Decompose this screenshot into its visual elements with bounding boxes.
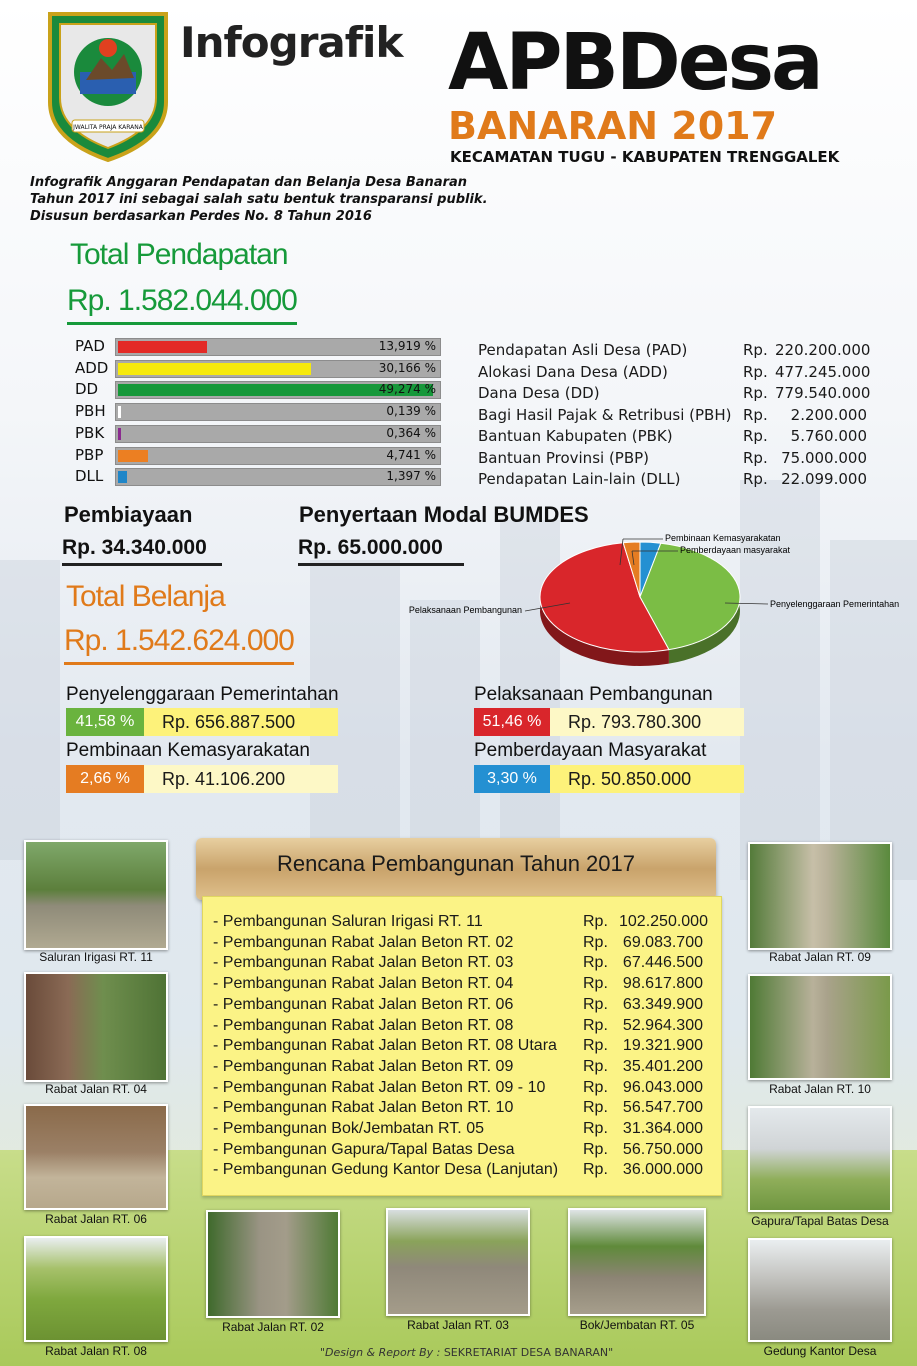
rencana-item-value: 31.364.000 xyxy=(622,1120,703,1138)
rencana-item-value: 56.547.700 xyxy=(622,1099,703,1117)
rencana-item-value: 52.964.300 xyxy=(622,1016,703,1034)
rencana-item xyxy=(213,912,708,933)
photo-caption: Gedung Kantor Desa xyxy=(763,1344,877,1358)
credit-org: SEKRETARIAT DESA BANARAN" xyxy=(443,1346,614,1359)
rencana-item-name: - Pembangunan Rabat Jalan Beton RT. 09 xyxy=(213,1057,514,1075)
bar-label: PBK xyxy=(75,423,105,442)
rencana-item-rp: Rp. xyxy=(583,913,608,930)
income-detail-value: 2.200.000 xyxy=(790,405,867,424)
photo-rabat-rt08 xyxy=(24,1236,168,1342)
bar-label: DD xyxy=(75,380,99,399)
income-detail-rp: Rp. xyxy=(743,448,768,467)
bar-track xyxy=(115,468,441,486)
income-detail-name: Bagi Hasil Pajak & Retribusi (PBH) xyxy=(478,405,732,424)
bar-pct-label: 0,139 % xyxy=(386,404,436,419)
rencana-item-name: - Pembangunan Rabat Jalan Beton RT. 02 xyxy=(213,933,514,951)
pendapatan-amount: Rp. 1.582.044.000 xyxy=(67,284,297,325)
credit-prefix: "Design & Report By : xyxy=(320,1346,441,1359)
infografik-label: Infografik xyxy=(180,18,403,67)
rencana-item-name: - Pembangunan Rabat Jalan Beton RT. 08 Utara xyxy=(213,1037,557,1055)
bar-fill xyxy=(118,428,121,440)
bar-fill xyxy=(118,471,127,483)
rencana-item-value: 19.321.900 xyxy=(622,1037,703,1055)
cat-pembangunan-amount: Rp. 793.780.300 xyxy=(550,708,744,736)
bar-row-add xyxy=(75,360,440,376)
bar-pct-label: 4,741 % xyxy=(386,447,436,462)
rencana-item-rp: Rp. xyxy=(583,1161,608,1179)
bg-building xyxy=(0,560,60,860)
rencana-item-value: 69.083.700 xyxy=(622,933,703,951)
cat-pembangunan-title: Pelaksanaan Pembangunan xyxy=(474,684,713,705)
belanja-pie-chart xyxy=(380,525,917,675)
income-detail-rp: Rp. xyxy=(743,341,768,359)
rencana-item-name: - Pembangunan Bok/Jembatan RT. 05 xyxy=(213,1120,484,1138)
photo-rabat-rt09 xyxy=(748,842,892,950)
bar-pct-label: 30,166 % xyxy=(378,360,436,375)
income-detail-row xyxy=(478,426,867,448)
bar-pct-label: 13,919 % xyxy=(378,339,436,353)
rencana-item xyxy=(213,974,703,995)
photo-caption: Bok/Jembatan RT. 05 xyxy=(579,1318,695,1332)
belanja-amount: Rp. 1.542.624.000 xyxy=(64,624,294,665)
bar-label: DLL xyxy=(75,467,104,486)
bar-row-dd xyxy=(75,381,440,397)
rencana-item-rp: Rp. xyxy=(583,1078,608,1096)
intro-line: Tahun 2017 ini sebagai salah satu bentuk transparansi publik. xyxy=(30,192,488,207)
rencana-item-rp: Rp. xyxy=(583,1120,608,1138)
rencana-item-rp: Rp. xyxy=(583,1037,608,1055)
cat-pemberdayaan-amount: Rp. 50.850.000 xyxy=(550,765,744,793)
intro-text xyxy=(30,174,530,225)
pie-label-pemerintahan: Penyelenggaraan Pemerintahan xyxy=(770,599,900,609)
cat-pembangunan-pct: 51,46 % xyxy=(474,708,550,736)
pembiayaan-amount: Rp. 34.340.000 xyxy=(62,536,222,566)
rencana-item-name: - Pembangunan Rabat Jalan Beton RT. 06 xyxy=(213,995,514,1013)
pendapatan-title: Total Pendapatan xyxy=(70,238,288,271)
rencana-item xyxy=(213,1078,703,1099)
kabupaten-logo xyxy=(46,10,170,162)
pendapatan-details xyxy=(478,340,871,491)
bar-track xyxy=(115,360,441,378)
pie-group xyxy=(540,542,740,666)
rencana-item xyxy=(213,933,703,954)
cat-pemberdayaan-pct: 3,30 % xyxy=(474,765,550,793)
bumdes-amount: Rp. 65.000.000 xyxy=(298,536,464,566)
bumdes-title: Penyertaan Modal BUMDES xyxy=(299,502,589,527)
logo-motto: JWALITA PRAJA KARANA xyxy=(73,124,143,131)
pie-label-kemasyarakatan: Pembinaan Kemasyarakatan xyxy=(665,533,781,543)
income-detail-name: Bantuan Kabupaten (PBK) xyxy=(478,427,673,445)
photo-rabat-rt04 xyxy=(24,972,168,1082)
photo-gapura xyxy=(748,1106,892,1212)
location-subtitle: KECAMATAN TUGU - KABUPATEN TRENGGALEK xyxy=(450,148,840,166)
bar-track xyxy=(115,381,441,399)
bar-row-pbp xyxy=(75,447,440,463)
rencana-item-name: - Pembangunan Rabat Jalan Beton RT. 10 xyxy=(213,1099,514,1117)
rencana-list xyxy=(213,912,708,1181)
bar-pct-label: 0,364 % xyxy=(386,425,436,440)
rencana-item-value: 96.043.000 xyxy=(622,1078,703,1096)
bar-row-pad xyxy=(75,338,440,354)
bar-fill xyxy=(118,341,207,353)
photo-bok-jembatan xyxy=(568,1208,706,1316)
income-detail-rp: Rp. xyxy=(743,427,768,445)
rencana-item-value: 63.349.900 xyxy=(622,995,703,1013)
photo-saluran-irigasi xyxy=(24,840,168,950)
rencana-item-rp: Rp. xyxy=(583,1099,608,1117)
rencana-item-name: - Pembangunan Rabat Jalan Beton RT. 09 - 10 xyxy=(213,1078,546,1096)
photo-caption: Rabat Jalan RT. 02 xyxy=(222,1320,324,1334)
bar-track xyxy=(115,338,441,356)
income-detail-value: 22.099.000 xyxy=(781,470,867,488)
cat-kemasyarakatan-title: Pembinaan Kemasyarakatan xyxy=(66,740,310,761)
income-detail-value: 75.000.000 xyxy=(781,448,867,467)
cat-kemasyarakatan-amount: Rp. 41.106.200 xyxy=(144,765,338,793)
photo-rabat-rt03 xyxy=(386,1208,530,1316)
income-detail-value: 477.245.000 xyxy=(775,362,871,381)
rencana-item xyxy=(213,1098,703,1119)
rencana-item xyxy=(213,1119,703,1140)
rencana-item-value: 98.617.800 xyxy=(622,975,703,993)
rencana-item-name: - Pembangunan Gapura/Tapal Batas Desa xyxy=(213,1140,515,1158)
cat-kemasyarakatan-pct: 2,66 % xyxy=(66,765,144,793)
income-detail-value: 5.760.000 xyxy=(790,427,867,445)
rencana-item-rp: Rp. xyxy=(583,933,608,951)
rencana-item-rp: Rp. xyxy=(583,1140,608,1158)
rencana-item xyxy=(213,995,703,1016)
rencana-item-value: 56.750.000 xyxy=(622,1140,703,1158)
cat-pemerintahan-amount: Rp. 656.887.500 xyxy=(144,708,338,736)
income-detail-row xyxy=(478,405,867,427)
photo-caption: Rabat Jalan RT. 09 xyxy=(769,950,871,964)
income-detail-rp: Rp. xyxy=(743,405,768,424)
income-detail-row xyxy=(478,383,871,405)
rencana-item xyxy=(213,1160,703,1181)
bar-pct-label: 49,274 % xyxy=(378,382,436,397)
rencana-item-value: 36.000.000 xyxy=(622,1161,703,1179)
rencana-item-name: - Pembangunan Gedung Kantor Desa (Lanjutan) xyxy=(213,1161,559,1179)
belanja-title: Total Belanja xyxy=(66,580,225,613)
bar-label: PBH xyxy=(75,402,106,421)
income-detail-name: Pendapatan Asli Desa (PAD) xyxy=(478,341,688,359)
bar-row-pbh xyxy=(75,403,440,419)
income-detail-name: Alokasi Dana Desa (ADD) xyxy=(478,362,668,381)
rencana-item xyxy=(213,953,703,974)
cat-pemerintahan-pct: 41,58 % xyxy=(66,708,144,736)
credit-line xyxy=(320,1346,613,1359)
bar-track xyxy=(115,447,441,465)
photo-caption: Rabat Jalan RT. 04 xyxy=(45,1082,147,1096)
income-detail-row xyxy=(478,469,867,491)
income-detail-row xyxy=(478,340,871,362)
pembiayaan-title: Pembiayaan xyxy=(64,502,193,527)
bar-label: PAD xyxy=(75,337,105,355)
bar-track xyxy=(115,403,441,421)
income-detail-name: Dana Desa (DD) xyxy=(478,384,600,402)
bar-fill xyxy=(118,406,121,418)
page-title: APBDesa xyxy=(448,18,821,108)
pie-label-pembangunan: Pelaksanaan Pembangunan xyxy=(408,605,522,615)
photo-caption: Saluran Irigasi RT. 11 xyxy=(39,950,153,964)
income-detail-name: Bantuan Provinsi (PBP) xyxy=(478,448,650,467)
rencana-item xyxy=(213,1036,703,1057)
rencana-item-name: - Pembangunan Saluran Irigasi RT. 11 xyxy=(213,913,483,930)
rencana-item-value: 102.250.000 xyxy=(619,913,708,930)
intro-line: Disusun berdasarkan Perdes No. 8 Tahun 2016 xyxy=(30,209,372,224)
rencana-title: Rencana Pembangunan Tahun 2017 xyxy=(276,851,635,876)
photo-caption: Gapura/Tapal Batas Desa xyxy=(751,1214,889,1228)
village-year-title: BANARAN 2017 xyxy=(448,104,778,148)
photo-caption: Rabat Jalan RT. 10 xyxy=(769,1082,871,1096)
rencana-item-rp: Rp. xyxy=(583,975,608,993)
income-detail-value: 220.200.000 xyxy=(775,341,871,359)
bar-label: PBP xyxy=(75,445,104,464)
bar-pct-label: 1,397 % xyxy=(386,469,436,484)
bar-row-pbk xyxy=(75,425,440,441)
rencana-item xyxy=(213,1016,703,1037)
pie-label-pemberdayaan: Pemberdayaan masyarakat xyxy=(680,545,791,555)
income-detail-value: 779.540.000 xyxy=(775,384,871,402)
income-detail-rp: Rp. xyxy=(743,362,768,381)
rencana-item-rp: Rp. xyxy=(583,954,608,972)
rencana-item-rp: Rp. xyxy=(583,1057,608,1075)
bar-track xyxy=(115,425,441,443)
cat-pemberdayaan-title: Pemberdayaan Masyarakat xyxy=(474,740,707,761)
rencana-item-rp: Rp. xyxy=(583,995,608,1013)
intro-line: Infografik Anggaran Pendapatan dan Belanja Desa Banaran xyxy=(30,175,468,190)
bar-label: ADD xyxy=(75,358,109,377)
photo-rabat-rt06 xyxy=(24,1104,168,1210)
rencana-item xyxy=(213,1057,703,1078)
cat-pemerintahan-title: Penyelenggaraan Pemerintahan xyxy=(66,684,339,705)
bar-fill xyxy=(118,450,148,462)
photo-caption: Rabat Jalan RT. 03 xyxy=(407,1318,509,1332)
rencana-item xyxy=(213,1140,703,1161)
rencana-item-name: - Pembangunan Rabat Jalan Beton RT. 03 xyxy=(213,954,514,972)
photo-caption: Rabat Jalan RT. 08 xyxy=(45,1344,147,1358)
income-detail-rp: Rp. xyxy=(743,384,768,402)
photo-rabat-rt10 xyxy=(748,974,892,1080)
bar-row-dll xyxy=(75,468,440,484)
rencana-item-rp: Rp. xyxy=(583,1016,608,1034)
income-detail-row xyxy=(478,448,867,470)
rencana-item-value: 67.446.500 xyxy=(622,954,703,972)
income-detail-row xyxy=(478,362,871,384)
rencana-item-name: - Pembangunan Rabat Jalan Beton RT. 04 xyxy=(213,975,514,993)
photo-caption: Rabat Jalan RT. 06 xyxy=(45,1212,147,1226)
income-detail-rp: Rp. xyxy=(743,470,768,488)
photo-rabat-rt02 xyxy=(206,1210,340,1318)
bar-fill xyxy=(118,363,311,375)
income-detail-name: Pendapatan Lain-lain (DLL) xyxy=(478,470,681,488)
photo-kantor-desa xyxy=(748,1238,892,1342)
rencana-item-name: - Pembangunan Rabat Jalan Beton RT. 08 xyxy=(213,1016,514,1034)
rencana-item-value: 35.401.200 xyxy=(622,1057,703,1075)
